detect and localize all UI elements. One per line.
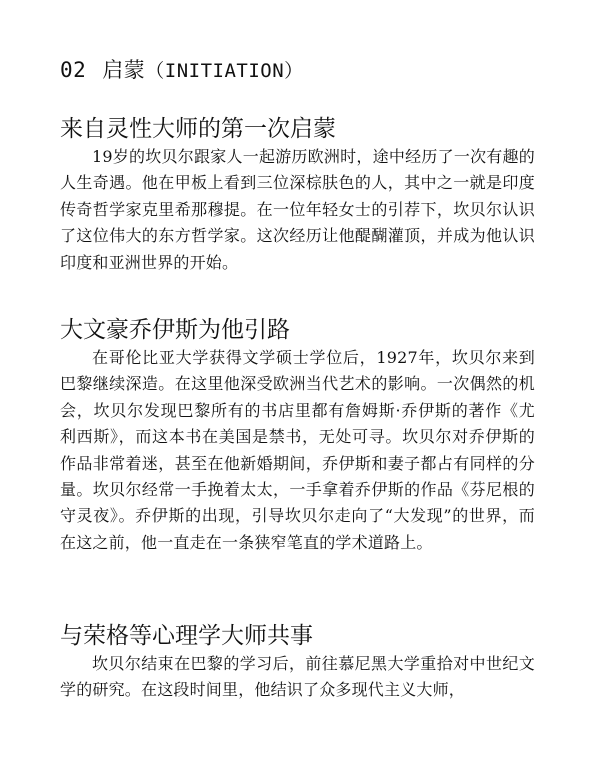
chapter-title [60, 54, 304, 84]
section-heading-first-initiation: 来自灵性大师的第一次启蒙 [60, 116, 336, 142]
section-paragraph-first-initiation: 19岁的坎贝尔跟家人一起游历欧洲时，途中经历了一次有趣的人生奇遇。他在甲板上看到三位深棕肤色的人，其中之一就是印度传奇哲学家克里希那穆提。在一位年轻女士的引荐下，坎贝尔认识了这位伟大的东方哲学家。这次经历让他醍醐灌顶，并成为他认识印度和亚洲世界的开始。 [60, 147, 535, 272]
chapter-title-en: （INITIATION） [145, 60, 304, 82]
chapter-number: 02 [60, 58, 87, 82]
section-paragraph-joyce: 在哥伦比亚大学获得文学硕士学位后，1927年，坎贝尔来到巴黎继续深造。在这里他深受欧洲当代艺术的影响。一次偶然的机会，坎贝尔发现巴黎所有的书店里都有詹姆斯·乔伊斯的著作《尤利西斯》，而这本书在美国是禁书，无处可寻。坎贝尔对乔伊斯的作品非常着迷，甚至在他新婚期间，乔伊斯和妻子都占有同样的分量。坎贝尔经常一手挽着太太，一手拿着乔伊斯的作品《芬尼根的守灵夜》。乔伊斯的出现，引导坎贝尔走向了“大发现”的世界，而在这之前，他一直走在一条狭窄笔直的学术道路上。 [60, 348, 535, 552]
section-heading-jung: 与荣格等心理学大师共事 [60, 623, 313, 649]
section-heading-joyce: 大文豪乔伊斯为他引路 [60, 317, 290, 343]
section-paragraph-jung: 坎贝尔结束在巴黎的学习后，前往慕尼黑大学重拾对中世纪文学的研究。在这段时间里，他结识了众多现代主义大师， [60, 654, 535, 700]
chapter-title-cn: 启蒙 [102, 58, 146, 82]
